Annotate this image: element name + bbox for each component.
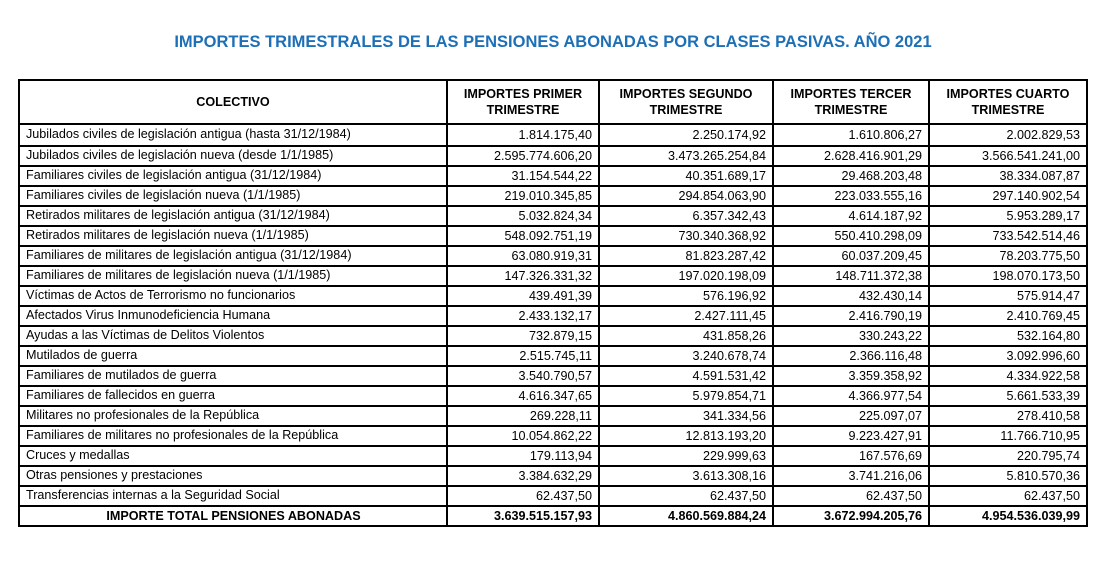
row-label: Transferencias internas a la Seguridad Social xyxy=(19,486,447,506)
cell-q4: 575.914,47 xyxy=(929,286,1087,306)
cell-q3: 3.741.216,06 xyxy=(773,466,929,486)
cell-q4: 5.810.570,36 xyxy=(929,466,1087,486)
total-q3: 3.672.994.205,76 xyxy=(773,506,929,526)
cell-q2: 2.250.174,92 xyxy=(599,124,773,146)
row-label: Jubilados civiles de legislación antigua (hasta 31/12/1984) xyxy=(19,124,447,146)
pensions-table xyxy=(18,79,1088,527)
row-label: Familiares civiles de legislación antigua (31/12/1984) xyxy=(19,166,447,186)
header-q3 xyxy=(773,80,929,124)
cell-q1: 31.154.544,22 xyxy=(447,166,599,186)
cell-q3: 330.243,22 xyxy=(773,326,929,346)
cell-q1: 219.010.345,85 xyxy=(447,186,599,206)
cell-q2: 5.979.854,71 xyxy=(599,386,773,406)
cell-q2: 730.340.368,92 xyxy=(599,226,773,246)
cell-q4: 4.334.922,58 xyxy=(929,366,1087,386)
table-row xyxy=(19,246,1087,266)
row-label: Familiares civiles de legislación nueva (1/1/1985) xyxy=(19,186,447,206)
table-row xyxy=(19,366,1087,386)
row-label: Familiares de militares de legislación antigua (31/12/1984) xyxy=(19,246,447,266)
cell-q3: 225.097,07 xyxy=(773,406,929,426)
row-label: Ayudas a las Víctimas de Delitos Violentos xyxy=(19,326,447,346)
header-q1-label: IMPORTES PRIMER TRIMESTRE xyxy=(463,87,583,117)
row-label: Familiares de fallecidos en guerra xyxy=(19,386,447,406)
cell-q3: 4.614.187,92 xyxy=(773,206,929,226)
cell-q3: 29.468.203,48 xyxy=(773,166,929,186)
table-row xyxy=(19,166,1087,186)
row-label: Cruces y medallas xyxy=(19,446,447,466)
table-row xyxy=(19,306,1087,326)
cell-q3: 60.037.209,45 xyxy=(773,246,929,266)
table-row xyxy=(19,286,1087,306)
cell-q2: 6.357.342,43 xyxy=(599,206,773,226)
row-label: Jubilados civiles de legislación nueva (desde 1/1/1985) xyxy=(19,146,447,166)
cell-q4: 198.070.173,50 xyxy=(929,266,1087,286)
cell-q4: 2.410.769,45 xyxy=(929,306,1087,326)
cell-q3: 223.033.555,16 xyxy=(773,186,929,206)
cell-q1: 63.080.919,31 xyxy=(447,246,599,266)
cell-q4: 2.002.829,53 xyxy=(929,124,1087,146)
cell-q1: 179.113,94 xyxy=(447,446,599,466)
cell-q1: 10.054.862,22 xyxy=(447,426,599,446)
cell-q3: 3.359.358,92 xyxy=(773,366,929,386)
cell-q1: 439.491,39 xyxy=(447,286,599,306)
table-header-row xyxy=(19,80,1087,124)
table-row xyxy=(19,426,1087,446)
total-q2: 4.860.569.884,24 xyxy=(599,506,773,526)
cell-q2: 2.427.111,45 xyxy=(599,306,773,326)
total-row xyxy=(19,506,1087,526)
header-q2-label: IMPORTES SEGUNDO TRIMESTRE xyxy=(619,87,753,117)
cell-q1: 732.879,15 xyxy=(447,326,599,346)
cell-q4: 5.953.289,17 xyxy=(929,206,1087,226)
cell-q4: 62.437,50 xyxy=(929,486,1087,506)
cell-q2: 431.858,26 xyxy=(599,326,773,346)
cell-q4: 3.092.996,60 xyxy=(929,346,1087,366)
cell-q4: 5.661.533,39 xyxy=(929,386,1087,406)
page-title: IMPORTES TRIMESTRALES DE LAS PENSIONES ABONADAS POR CLASES PASIVAS. AÑO 2021 xyxy=(174,33,932,51)
cell-q4: 220.795,74 xyxy=(929,446,1087,466)
cell-q2: 81.823.287,42 xyxy=(599,246,773,266)
cell-q2: 62.437,50 xyxy=(599,486,773,506)
cell-q1: 269.228,11 xyxy=(447,406,599,426)
cell-q2: 4.591.531,42 xyxy=(599,366,773,386)
row-label: Afectados Virus Inmunodeficiencia Humana xyxy=(19,306,447,326)
cell-q3: 148.711.372,38 xyxy=(773,266,929,286)
row-label: Víctimas de Actos de Terrorismo no funcionarios xyxy=(19,286,447,306)
cell-q2: 197.020.198,09 xyxy=(599,266,773,286)
table-row xyxy=(19,226,1087,246)
cell-q3: 2.416.790,19 xyxy=(773,306,929,326)
cell-q2: 341.334,56 xyxy=(599,406,773,426)
cell-q4: 278.410,58 xyxy=(929,406,1087,426)
total-q1: 3.639.515.157,93 xyxy=(447,506,599,526)
cell-q3: 1.610.806,27 xyxy=(773,124,929,146)
cell-q3: 167.576,69 xyxy=(773,446,929,466)
header-q4 xyxy=(929,80,1087,124)
cell-q4: 38.334.087,87 xyxy=(929,166,1087,186)
row-label: Retirados militares de legislación nueva (1/1/1985) xyxy=(19,226,447,246)
cell-q3: 9.223.427,91 xyxy=(773,426,929,446)
cell-q4: 3.566.541.241,00 xyxy=(929,146,1087,166)
cell-q1: 3.540.790,57 xyxy=(447,366,599,386)
cell-q3: 4.366.977,54 xyxy=(773,386,929,406)
cell-q1: 2.595.774.606,20 xyxy=(447,146,599,166)
cell-q3: 2.628.416.901,29 xyxy=(773,146,929,166)
header-q4-label: IMPORTES CUARTO TRIMESTRE xyxy=(946,87,1070,117)
cell-q2: 3.613.308,16 xyxy=(599,466,773,486)
row-label: Mutilados de guerra xyxy=(19,346,447,366)
cell-q4: 297.140.902,54 xyxy=(929,186,1087,206)
cell-q1: 3.384.632,29 xyxy=(447,466,599,486)
table-row xyxy=(19,124,1087,146)
cell-q3: 550.410.298,09 xyxy=(773,226,929,246)
table-row xyxy=(19,486,1087,506)
cell-q1: 4.616.347,65 xyxy=(447,386,599,406)
table-row xyxy=(19,346,1087,366)
cell-q4: 11.766.710,95 xyxy=(929,426,1087,446)
header-q2 xyxy=(599,80,773,124)
cell-q3: 2.366.116,48 xyxy=(773,346,929,366)
cell-q2: 576.196,92 xyxy=(599,286,773,306)
cell-q1: 5.032.824,34 xyxy=(447,206,599,226)
table-row xyxy=(19,186,1087,206)
row-label: Familiares de mutilados de guerra xyxy=(19,366,447,386)
cell-q4: 532.164,80 xyxy=(929,326,1087,346)
cell-q1: 62.437,50 xyxy=(447,486,599,506)
table-row xyxy=(19,326,1087,346)
table-row xyxy=(19,206,1087,226)
table-row xyxy=(19,466,1087,486)
cell-q2: 229.999,63 xyxy=(599,446,773,466)
cell-q2: 3.473.265.254,84 xyxy=(599,146,773,166)
row-label: Familiares de militares no profesionales de la República xyxy=(19,426,447,446)
table-row xyxy=(19,406,1087,426)
total-label: IMPORTE TOTAL PENSIONES ABONADAS xyxy=(19,506,447,526)
table-row xyxy=(19,266,1087,286)
total-q4: 4.954.536.039,99 xyxy=(929,506,1087,526)
header-colectivo: COLECTIVO xyxy=(19,80,447,124)
cell-q3: 432.430,14 xyxy=(773,286,929,306)
cell-q1: 2.515.745,11 xyxy=(447,346,599,366)
cell-q4: 78.203.775,50 xyxy=(929,246,1087,266)
cell-q2: 12.813.193,20 xyxy=(599,426,773,446)
cell-q1: 147.326.331,32 xyxy=(447,266,599,286)
cell-q3: 62.437,50 xyxy=(773,486,929,506)
cell-q2: 294.854.063,90 xyxy=(599,186,773,206)
row-label: Familiares de militares de legislación nueva (1/1/1985) xyxy=(19,266,447,286)
row-label: Otras pensiones y prestaciones xyxy=(19,466,447,486)
table-row xyxy=(19,446,1087,466)
cell-q2: 40.351.689,17 xyxy=(599,166,773,186)
table-row xyxy=(19,146,1087,166)
row-label: Retirados militares de legislación antigua (31/12/1984) xyxy=(19,206,447,226)
cell-q2: 3.240.678,74 xyxy=(599,346,773,366)
header-q3-label: IMPORTES TERCER TRIMESTRE xyxy=(790,87,912,117)
table-row xyxy=(19,386,1087,406)
header-q1 xyxy=(447,80,599,124)
cell-q1: 2.433.132,17 xyxy=(447,306,599,326)
cell-q4: 733.542.514,46 xyxy=(929,226,1087,246)
cell-q1: 548.092.751,19 xyxy=(447,226,599,246)
row-label: Militares no profesionales de la República xyxy=(19,406,447,426)
cell-q1: 1.814.175,40 xyxy=(447,124,599,146)
